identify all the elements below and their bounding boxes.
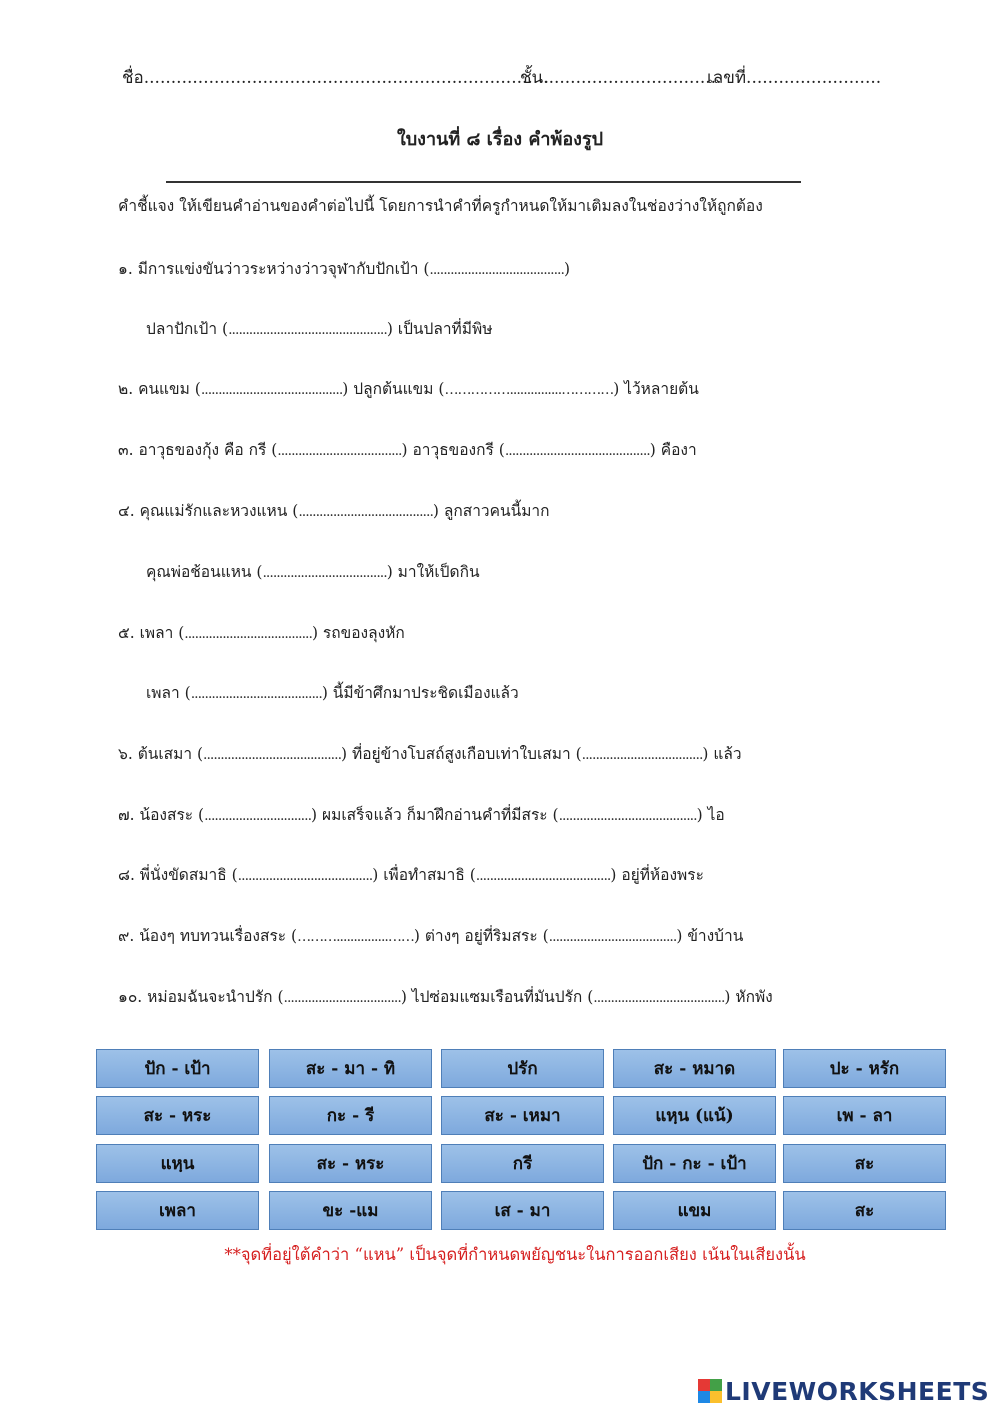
answer-blank[interactable]: ............................... xyxy=(204,808,312,824)
word-tile[interactable]: สะ - มา - ทิ xyxy=(269,1049,432,1088)
question-5a: ๕. เพลา (.....................................) รถของลุงหัก xyxy=(118,624,405,642)
answer-blank[interactable]: ......................................... xyxy=(200,382,343,398)
question-8: ๘. พี่นั่งขัดสมาธิ (.......................................) เพื่อทำสมาธิ (.......................................) อยู่ที่ห้องพระ xyxy=(118,866,704,884)
word-tile[interactable]: กรี xyxy=(441,1144,604,1183)
student-info-header xyxy=(122,64,882,98)
title-divider xyxy=(166,181,801,183)
word-tile[interactable]: ปรัก xyxy=(441,1049,604,1088)
word-tile[interactable]: สะ xyxy=(783,1191,946,1230)
word-tile[interactable]: กะ - รี xyxy=(269,1096,432,1135)
question-5b: เพลา (......................................) นี้มีข้าศึกมาประชิดเมืองแล้ว xyxy=(146,684,519,702)
answer-blank[interactable]: ...................................... xyxy=(190,686,322,702)
word-tile[interactable]: แขม xyxy=(613,1191,776,1230)
answer-blank[interactable]: ...................................... xyxy=(593,990,725,1006)
word-tile[interactable]: สะ - หมาด xyxy=(613,1049,776,1088)
logo-square xyxy=(710,1391,722,1403)
question-9: ๙. น้องๆ ทบทวนเรื่องสระ (………...............……) ต่างๆ อยู่ที่ริมสระ (.....................................) ข้างบ้าน xyxy=(118,927,744,945)
logo-mark-icon xyxy=(698,1379,722,1403)
question-1b: ปลาปักเป้า (..............................................) เป็นปลาที่มีพิษ xyxy=(146,320,493,338)
word-tile[interactable]: สะ - หระ xyxy=(269,1144,432,1183)
word-tile[interactable]: ปะ - หรัก xyxy=(783,1049,946,1088)
answer-blank[interactable]: .................................... xyxy=(277,443,402,459)
answer-blank[interactable]: ....................................... xyxy=(475,868,611,884)
word-tile[interactable]: สะ - หระ xyxy=(96,1096,259,1135)
word-tile[interactable]: สะ - เหมา xyxy=(441,1096,604,1135)
answer-blank[interactable]: .................................... xyxy=(262,565,387,581)
answer-blank[interactable]: ..................................... xyxy=(548,929,677,945)
logo-square xyxy=(710,1379,722,1391)
number-field[interactable]: เลขที่......................... xyxy=(707,68,882,88)
word-tile[interactable]: สะ xyxy=(783,1144,946,1183)
word-tile[interactable]: ปัก - เป้า xyxy=(96,1049,259,1088)
word-tile[interactable]: แหฺน (แน้) xyxy=(613,1096,776,1135)
answer-blank[interactable]: ....................................... xyxy=(429,262,564,278)
name-field[interactable]: ชื่อ........................................................................... xyxy=(122,68,550,88)
word-tile[interactable]: เพลา xyxy=(96,1191,259,1230)
logo-square xyxy=(698,1379,710,1391)
question-1a: ๑. มีการแข่งขันว่าวระหว่างว่าวจุฬากับปักเป้า (.......................................) xyxy=(118,260,571,278)
question-7: ๗. น้องสระ (...............................) ผมเสร็จแล้ว ก็มาฝึกอ่านคำที่มีสระ (........................................) ไอ xyxy=(118,806,725,824)
answer-blank[interactable]: .......................................... xyxy=(504,443,650,459)
answer-blank[interactable]: ..................................... xyxy=(184,626,312,642)
class-field[interactable]: ชั้น................................. xyxy=(520,68,722,88)
word-tile[interactable]: ปัก - กะ - เป้า xyxy=(613,1144,776,1183)
question-4b: คุณพ่อช้อนแหน (....................................) มาให้เป็ดกิน xyxy=(146,563,480,581)
liveworksheets-logo[interactable] xyxy=(698,1376,989,1406)
word-tile[interactable]: ขะ -แม xyxy=(269,1191,432,1230)
logo-text: LIVEWORKSHEETS xyxy=(725,1376,990,1406)
worksheet-title: ใบงานที่ ๘ เรื่อง คำพ้องรูป xyxy=(396,129,604,150)
answer-blank[interactable]: ……………...............………… xyxy=(444,382,614,398)
word-tile[interactable]: แหฺน xyxy=(96,1144,259,1183)
word-tile[interactable]: เส - มา xyxy=(441,1191,604,1230)
answer-blank[interactable]: ....................................... xyxy=(237,868,373,884)
answer-blank[interactable]: ........................................ xyxy=(558,808,697,824)
answer-blank[interactable]: .................................. xyxy=(283,990,401,1006)
question-6: ๖. ต้นเสมา (........................................) ที่อยู่ข้างโบสถ์สูงเกือบเท่าใบเสมา (...................................) แล้ว xyxy=(118,745,742,763)
answer-blank[interactable]: ………...............…… xyxy=(297,929,414,945)
pronunciation-note: **จุดที่อยู่ใต้คำว่า “แหน” เป็นจุดที่กำหนดพยัญชนะในการออกเสียง เน้นในเสียงนั้น xyxy=(224,1245,806,1264)
question-2: ๒. คนแขม (.........................................) ปลูกต้นแขม (……………...............…………) ไว้หลายต้น xyxy=(118,380,699,398)
answer-blank[interactable]: ........................................ xyxy=(203,747,342,763)
logo-square xyxy=(698,1391,710,1403)
question-10: ๑๐. หม่อมฉันจะนำปรัก (..................................) ไปซ่อมแซมเรือนที่มันปรัก (......................................) หักพัง xyxy=(118,988,773,1006)
word-tile[interactable]: เพ - ลา xyxy=(783,1096,946,1135)
question-3: ๓. อาวุธของกุ้ง คือ กรี (....................................) อาวุธของกรี (..........................................) คืองา xyxy=(118,441,697,459)
answer-blank[interactable]: .............................................. xyxy=(228,322,387,338)
question-4a: ๔. คุณแม่รักและหวงแหน (.......................................) ลูกสาวคนนี้มาก xyxy=(118,502,550,520)
word-bank xyxy=(96,1049,948,1231)
instruction-text: คำชี้แจง ให้เขียนคำอ่านของคำต่อไปนี้ โดยการนำคำที่ครูกำหนดให้มาเติมลงในช่องว่างให้ถูกต้อง xyxy=(118,197,763,215)
answer-blank[interactable]: ................................... xyxy=(581,747,703,763)
answer-blank[interactable]: ....................................... xyxy=(298,504,433,520)
